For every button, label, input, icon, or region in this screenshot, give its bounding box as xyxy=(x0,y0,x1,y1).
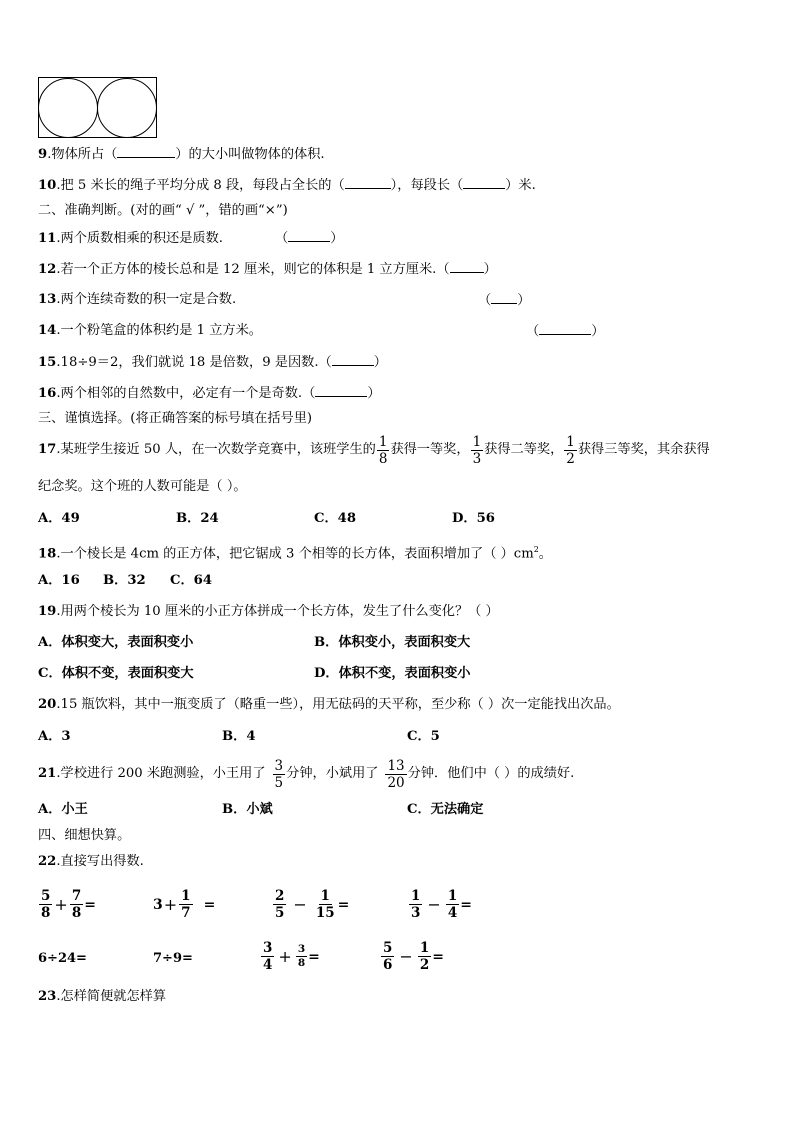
option-c[interactable]: C．体积不变，表面积变大 xyxy=(38,666,194,681)
question-number: 21 xyxy=(38,766,57,781)
fraction: $\frac{1}{15}$ xyxy=(315,888,335,921)
answer-blank[interactable] xyxy=(315,384,367,397)
question-10: 10.把 5 米长的绳子平均分成 8 段，每段占全长的（ ），每段长（ ）米. xyxy=(38,178,536,193)
answer-blank[interactable] xyxy=(491,291,517,304)
option-c[interactable]: C．64 xyxy=(170,573,213,588)
answer-blank[interactable] xyxy=(117,145,175,158)
fraction: $\frac{1}{7}$ xyxy=(181,888,191,921)
calc-item-1: $\frac{5}{8}$ + $\frac{7}{8}$ = xyxy=(41,888,96,921)
question-number: 12 xyxy=(38,262,57,277)
fraction: $\frac{3}{5}$ xyxy=(274,757,284,791)
question-number: 11 xyxy=(38,231,57,246)
option-b[interactable]: B．小斌 xyxy=(222,802,273,817)
question-13: 13.两个连续奇数的积一定是合数. xyxy=(38,292,237,307)
figure-circle-right xyxy=(98,79,157,138)
fraction: $\frac{5}{8}$ xyxy=(41,888,51,921)
question-number: 10 xyxy=(38,178,57,193)
option-d[interactable]: D．56 xyxy=(452,511,495,526)
fraction: $\frac{13}{20}$ xyxy=(387,757,405,791)
question-17: 17 .某班学生接近 50 人，在一次数学竞赛中，该班学生的 $\frac{1}{8}$ 获得一等奖， $\frac{1}{3}$ 获得二等奖， $\frac{1}{2}$ 获得三等奖，其余获得 xyxy=(38,433,710,467)
fraction: $\frac{1}{3}$ xyxy=(472,433,482,467)
calc-item-6: 7÷9= xyxy=(153,951,193,966)
section-heading-2: 二、准确判断。(对的画“ √ ”，错的画“×”) xyxy=(38,203,288,218)
question-number: 20 xyxy=(38,697,57,712)
fraction: $\frac{1}{8}$ xyxy=(378,433,388,467)
answer-blank[interactable] xyxy=(288,229,330,242)
question-16: 16.两个相邻的自然数中，必定有一个是奇数.（ ） xyxy=(38,386,381,401)
option-a[interactable]: A．49 xyxy=(38,511,80,526)
question-13-answer: （ ） xyxy=(478,293,531,308)
question-19: 19.用两个棱长为 10 厘米的小正方体拼成一个长方体，发生了什么变化？（ ） xyxy=(38,604,499,619)
question-12: 12.若一个正方体的棱长总和是 12 厘米，则它的体积是 1 立方厘米.（ ） xyxy=(38,262,497,277)
question-number: 22 xyxy=(38,854,57,869)
answer-blank[interactable] xyxy=(539,322,591,335)
question-22: 22.直接写出得数. xyxy=(38,854,144,869)
question-14-answer: （ ） xyxy=(526,324,605,339)
option-d[interactable]: D．体积不变，表面积变小 xyxy=(314,666,471,681)
option-c[interactable]: C．48 xyxy=(314,511,357,526)
question-number: 23 xyxy=(38,989,57,1004)
option-b[interactable]: B．32 xyxy=(103,573,146,588)
question-number: 9 xyxy=(38,147,48,162)
fraction: $\frac{2}{5}$ xyxy=(275,888,285,921)
question-18: 18.一个棱长是 4cm 的正方体，把它锯成 3 个相等的长方体，表面积增加了（ ）$cm^2$。 xyxy=(38,545,552,562)
calc-item-2: 3 + $\frac{1}{7}$ = xyxy=(153,888,216,921)
fraction: $\frac{3}{8}$ xyxy=(297,943,306,969)
section-heading-4: 四、细想快算。 xyxy=(38,828,131,843)
option-a[interactable]: A．体积变大，表面积变小 xyxy=(38,635,194,650)
question-15: 15.18÷9＝2，我们就说 18 是倍数，9 是因数.（ ） xyxy=(38,355,387,370)
fraction: $\frac{1}{4}$ xyxy=(447,888,458,921)
question-number: 18 xyxy=(38,546,57,562)
question-14: 14.一个粉笔盒的体积约是 1 立方米。 xyxy=(38,323,262,338)
option-c[interactable]: C．无法确定 xyxy=(407,802,484,817)
fraction: $\frac{1}{2}$ xyxy=(566,433,575,467)
calc-item-8: $\frac{5}{6}$ − $\frac{1}{2}$ = xyxy=(383,940,444,973)
question-20: 20.15 瓶饮料，其中一瓶变质了（略重一些），用无砝码的天平称，至少称（ ）次一定能找出次品。 xyxy=(38,697,620,712)
option-b[interactable]: B．24 xyxy=(176,511,219,526)
question-number: 19 xyxy=(38,604,57,619)
question-21: 21 .学校进行 200 米跑测验，小王用了 $\frac{3}{5}$ 分钟，小斌用了 $\frac{13}{20}$ 分钟．他们中（ ）的成绩好. xyxy=(38,757,575,791)
answer-blank[interactable] xyxy=(345,176,391,189)
answer-blank[interactable] xyxy=(332,353,374,366)
section-heading-3: 三、谨慎选择。(将正确答案的标号填在括号里) xyxy=(38,411,313,426)
fraction: $\frac{5}{6}$ xyxy=(383,940,393,973)
two-circles-figure xyxy=(38,77,158,139)
option-b[interactable]: B．体积变小，表面积变大 xyxy=(314,635,471,650)
option-a[interactable]: A．3 xyxy=(38,729,71,744)
question-17-line-2: 纪念奖。这个班的人数可能是（ ）。 xyxy=(38,479,247,494)
option-a[interactable]: A．小王 xyxy=(38,802,88,817)
question-number: 13 xyxy=(38,292,57,307)
calc-item-4: $\frac{1}{3}$ − $\frac{1}{4}$ = xyxy=(411,888,472,921)
calc-item-3: $\frac{2}{5}$ − $\frac{1}{15}$ = xyxy=(275,888,350,921)
fraction: $\frac{1}{2}$ xyxy=(419,940,430,973)
question-11: 11.两个质数相乘的积还是质数. （ ） xyxy=(38,231,344,246)
calc-item-7: $\frac{3}{4}$ + $\frac{3}{8}$ = xyxy=(263,940,320,973)
answer-blank[interactable] xyxy=(463,176,505,189)
option-a[interactable]: A．16 xyxy=(38,573,80,588)
question-number: 15 xyxy=(38,355,57,370)
calc-item-5: 6÷24= xyxy=(38,951,87,966)
fraction: $\frac{7}{8}$ xyxy=(71,888,82,921)
figure-circle-left xyxy=(39,79,98,138)
question-number: 17 xyxy=(38,442,57,457)
fraction: $\frac{1}{3}$ xyxy=(411,888,421,921)
answer-blank[interactable] xyxy=(450,260,484,273)
fraction: $\frac{3}{4}$ xyxy=(263,940,273,973)
question-9: 9.物体所占（ ）的大小叫做物体的体积. xyxy=(38,147,325,162)
option-b[interactable]: B．4 xyxy=(222,729,256,744)
question-23: 23.怎样简便就怎样算 xyxy=(38,989,167,1004)
question-number: 14 xyxy=(38,323,57,338)
question-number: 16 xyxy=(38,386,57,401)
option-c[interactable]: C．5 xyxy=(407,729,440,744)
